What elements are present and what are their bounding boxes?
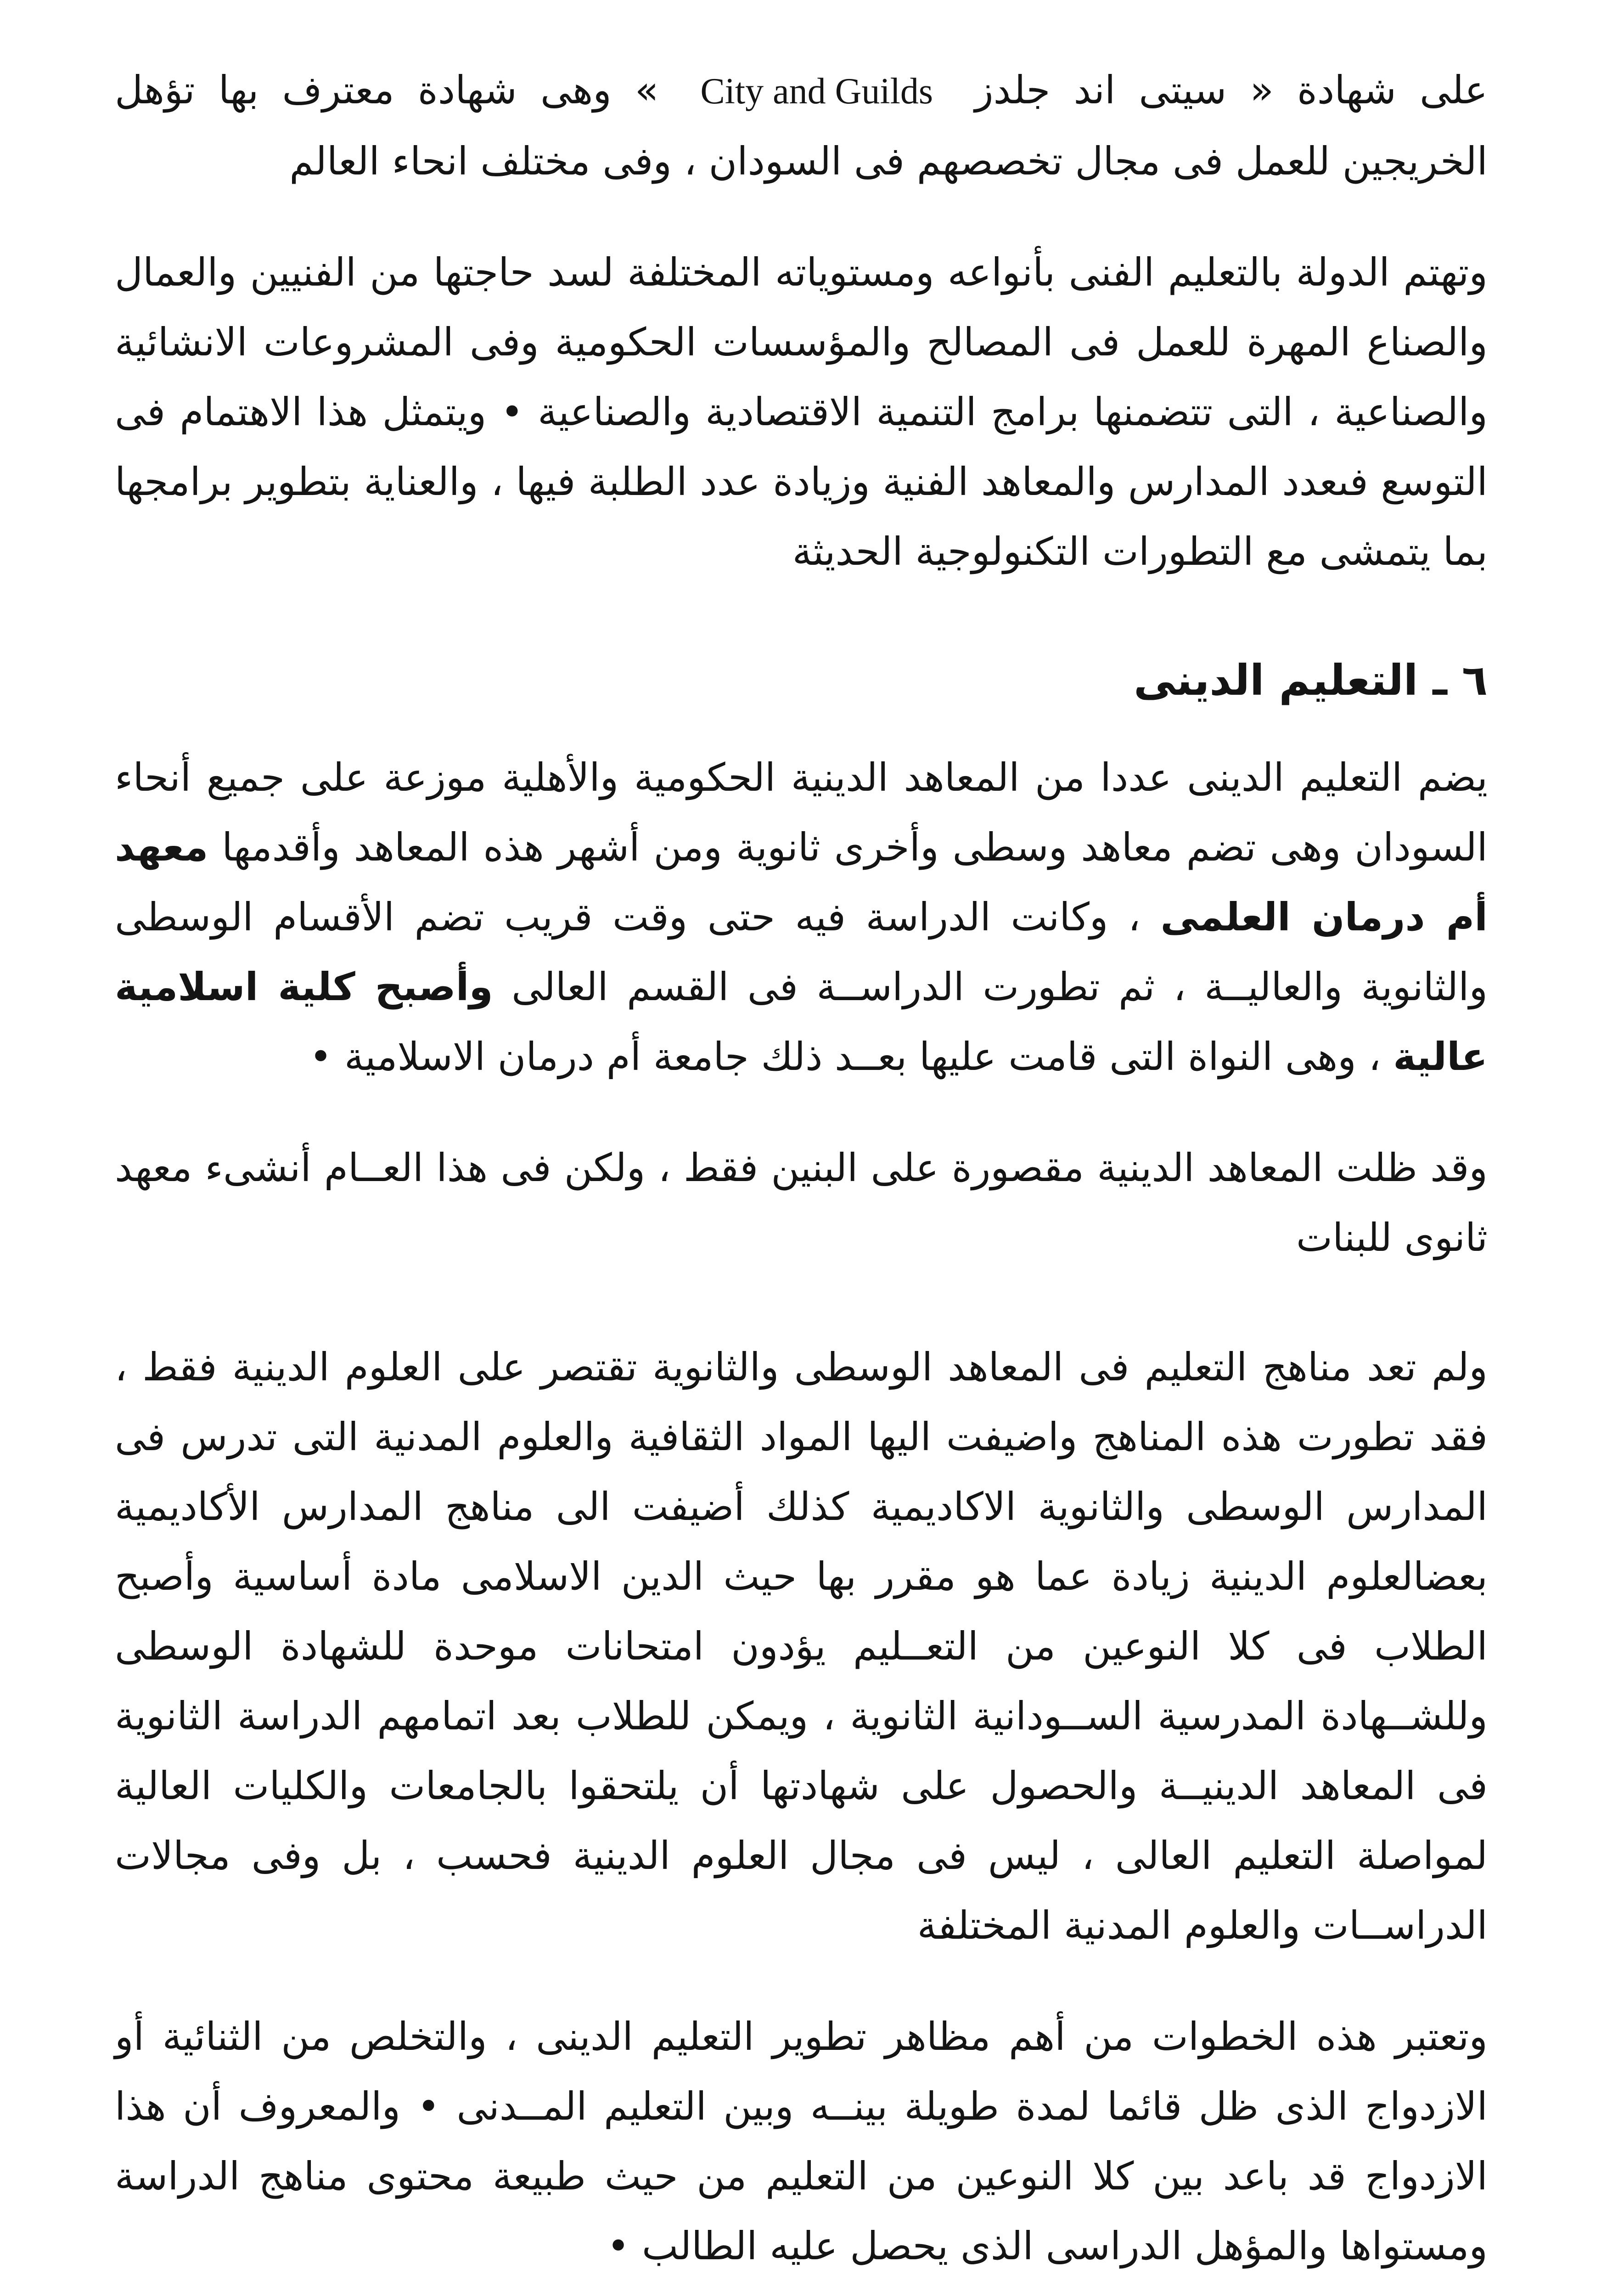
omdurman-institute-bold: معهد أم درمان العلمى [115,825,1488,940]
spacer [115,1092,1488,1133]
spacer [115,1960,1488,2002]
paragraph-duality: وتعتبر هذه الخطوات من أهم مظاهر تطوير التعليم الدينى ، والتخلص من الثنائية أو الازدواج الذى ظل قائما لمدة طويلة بينــه وبين التعليم المــدنى • والمعروف أن هذا الازدواج قد باعد بين كلا النوعين من التعليم من حيث طبيعة محتوى مناهج الدراسة ومستواها والمؤهل الدراسى الذى يحصل عليه الطالب • [115,2014,1488,2268]
paragraph-1-text-b: » وهى شهادة معترف بها تؤهل الخريجين للعمل فى مجال تخصصهم فى السودان ، وفى مختلف انحاء العالم [115,68,1488,184]
paragraph-3-text-c: ، وهى النواة التى قامت عليها بعــد ذلك جامعة أم درمان الاسلامية • [309,1034,1381,1079]
paragraph-technical-education: وتهتم الدولة بالتعليم الفنى بأنواعه ومستوياته المختلفة لسد حاجتها من الفنيين والعمال والصناع المهرة للعمل فى المصالح والمؤسسات الحكومية وفى المشروعات الانشائية والصناعية ، التى تتضمنها برامج التنمية الاقتصادية والصناعية • ويتمثل هذا الاهتمام فى التوسع فىعدد المدارس والمعاهد الفنية وزيادة عدد الطلبة فيها ، والعناية بتطوير برامجها بما يتمشى مع التطورات التكنولوجية الحديثة [115,250,1488,574]
section-heading-religious-education: ٦ ـ التعليم الدينى [1134,656,1488,705]
spacer [115,586,1488,646]
paragraph-3-text-b: ، وكانت الدراسة فيه حتى وقت قريب تضم الأقسام الوسطى والثانوية والعاليــة ، ثم تطورت الدراســة فى القسم العالى [115,895,1488,1009]
paragraph-curricula: ولم تعد مناهج التعليم فى المعاهد الوسطى والثانوية تقتصر على العلوم الدينية فقط ، فقد تطورت هذه المناهج واضيفت اليها المواد الثقافية والعلوم المدنية التى تدرس فى المدارس الوسطى والثانوية الاكاديمية كذلك أضيفت الى مناهج المدارس الأكاديمية بعضالعلوم الدينية زيادة عما هو مقرر بها حيث الدين الاسلامى مادة أساسية وأصبح الطلاب فى كلا النوعين من التعــليم يؤدون امتحانات موحدة للشهادة الوسطى وللشــهادة المدرسية الســودانية الثانوية ، ويمكن للطلاب بعد اتمامهم الدراسة الثانوية فى المعاهد الدينيــة والحصول على شهادتها أن يلتحقوا بالجامعات والكليات العالية لمواصلة التعليم العالى ، ليس فى مجال العلوم الدينية فحسب ، بل وفى مجالات الدراســات والعلوم المدنية المختلفة [115,1345,1488,1948]
paragraph-city-and-guilds [115,55,1488,196]
paragraph-girls-institute: وقد ظلت المعاهد الدينية مقصورة على البنين فقط ، ولكن فى هذا العــام أنشىء معهد ثانوى للبنات [115,1145,1488,1260]
paragraph-1-text-a: على شهادة « سيتى اند جلدز [975,68,1488,113]
city-and-guilds-latin: City and Guilds [700,71,933,112]
spacer [115,196,1488,237]
islamic-college-bold: وأصبح كلية اسلامية عالية [115,964,1488,1079]
spacer [115,715,1488,743]
paragraph-3-text-a: يضم التعليم الدينى عددا من المعاهد الدينية الحكومية والأهلية موزعة على جميع أنحاء السودان وهى تضم معاهد وسطى وأخرى ثانوية ومن أشهر هذه المعاهد وأقدمها [115,755,1488,870]
paragraph-religious-institutes [115,743,1488,1092]
spacer [115,1272,1488,1332]
